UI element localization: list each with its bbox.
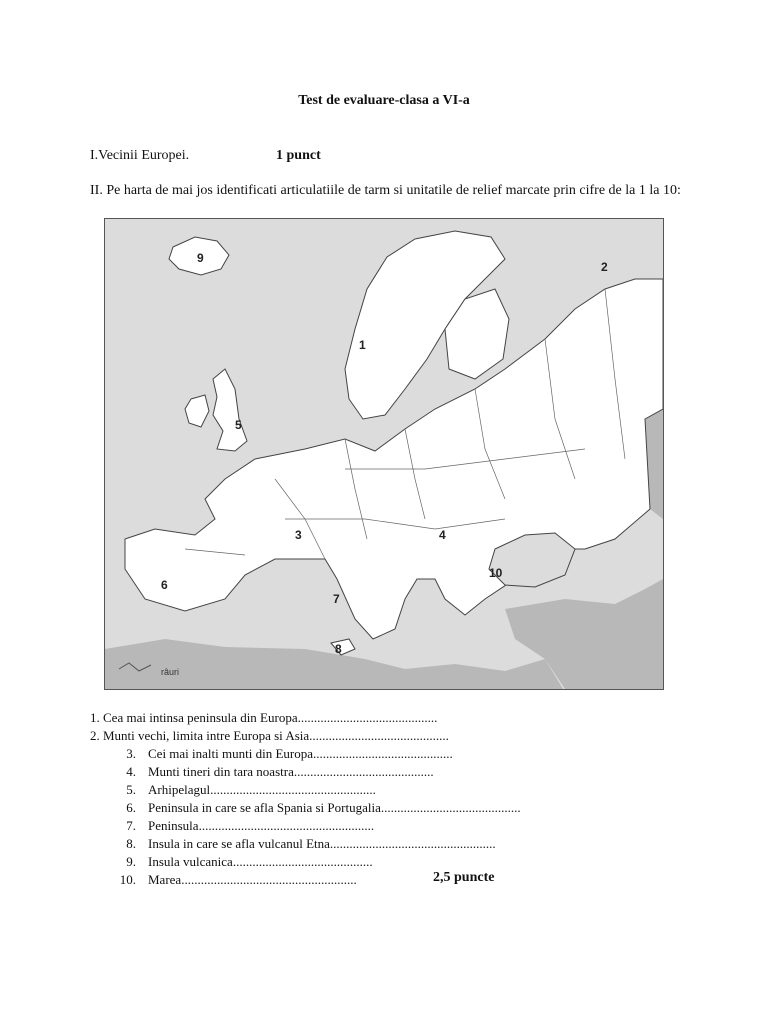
question-3: 3. Cei mai inalti munti din Europa........................................... xyxy=(126,746,453,761)
map-label-10: 10 xyxy=(489,566,503,580)
europe-map-svg xyxy=(105,219,663,689)
question-1: 1. Cea mai intinsa peninsula din Europa........................................... xyxy=(90,710,438,725)
section-1-label: I.Vecinii Europei. xyxy=(90,148,190,163)
question-10: 10. Marea...................................................... xyxy=(119,872,357,887)
section-2-points: 2,5 puncte xyxy=(433,870,495,885)
section-1-points: 1 punct xyxy=(276,148,321,163)
map-label-7: 7 xyxy=(333,592,340,606)
map-label-1: 1 xyxy=(359,338,366,352)
rivers-legend-text: râuri xyxy=(161,667,180,677)
map-label-5: 5 xyxy=(235,418,242,432)
question-9: 9. Insula vulcanica........................................... xyxy=(126,854,373,869)
question-2: 2. Munti vechi, limita intre Europa si Asia........................................... xyxy=(90,728,449,743)
map-label-3: 3 xyxy=(295,528,302,542)
map-label-4: 4 xyxy=(439,528,446,542)
section-2-instructions: II. Pe harta de mai jos identificati articulatiile de tarm si unitatile de relief marcate prin cifre de la 1 la 10: xyxy=(90,183,681,198)
question-7: 7. Peninsula...................................................... xyxy=(126,818,375,833)
page-title: Test de evaluare-clasa a VI-a xyxy=(298,93,470,108)
question-8: 8. Insula in care se afla vulcanul Etna................................................... xyxy=(126,836,496,851)
question-6: 6. Peninsula in care se afla Spania si Portugalia........................................... xyxy=(126,800,521,815)
europe-map xyxy=(104,218,664,690)
map-label-2: 2 xyxy=(601,260,608,274)
map-label-6: 6 xyxy=(161,578,168,592)
map-label-8: 8 xyxy=(335,642,342,656)
question-5: 5. Arhipelagul................................................... xyxy=(126,782,376,797)
question-4: 4. Munti tineri din tara noastra........................................... xyxy=(126,764,434,779)
map-label-9: 9 xyxy=(197,251,204,265)
